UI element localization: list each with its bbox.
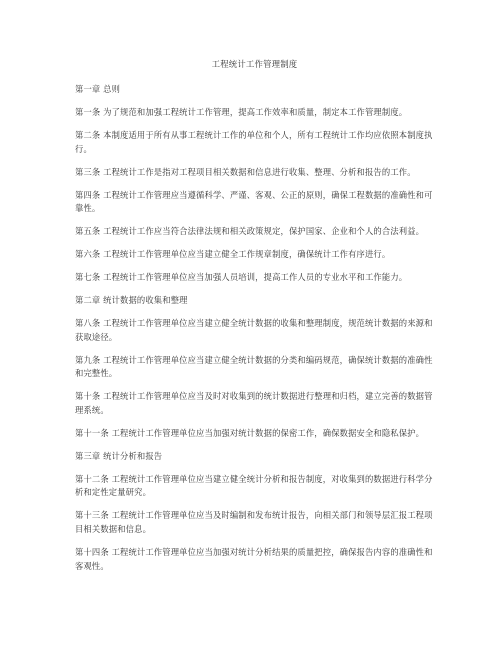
article-5: 第五条 工程统计工作应当符合法律法规和相关政策规定，保护国家、企业和个人的合法利益。 bbox=[75, 226, 425, 237]
article-13: 第十三条 工程统计工作管理单位应当及时编制和发布统计报告，向相关部门和领导层汇报工程项目相关数据和信息。 bbox=[75, 510, 433, 534]
article-3: 第三条 工程统计工作是指对工程项目相关数据和信息进行收集、整理、分析和报告的工作。 bbox=[75, 166, 416, 177]
article-4: 第四条 工程统计工作管理应当遵循科学、严谨、客观、公正的原则，确保工程数据的准确性和可靠性。 bbox=[75, 189, 433, 214]
article-10: 第十条 工程统计工作管理单位应当及时对收集到的统计数据进行整理和归档，建立完善的数据管理系统。 bbox=[75, 391, 433, 415]
document-title: 工程统计工作管理制度 bbox=[211, 59, 298, 69]
article-8: 第八条 工程统计工作管理单位应当建立健全统计数据的收集和整理制度，规范统计数据的来源和获取途径。 bbox=[75, 318, 433, 342]
chapter-3-heading: 第三章 统计分析和报告 bbox=[75, 450, 163, 461]
article-11: 第十一条 工程统计工作管理单位应当加强对统计数据的保密工作，确保数据安全和隐私保护。 bbox=[75, 427, 425, 438]
article-12: 第十二条 工程统计工作管理单位应当建立健全统计分析和报告制度，对收集到的数据进行科学分析和定性定量研究。 bbox=[75, 473, 433, 498]
article-9: 第九条 工程统计工作管理单位应当建立健全统计数据的分类和编码规范，确保统计数据的准确性和完整性。 bbox=[75, 354, 433, 379]
article-1: 第一条 为了规范和加强工程统计工作管理，提高工作效率和质量，制定本工作管理制度。 bbox=[75, 106, 408, 117]
article-2: 第二条 本制度适用于所有从事工程统计工作的单位和个人，所有工程统计工作均应依照本制度执行。 bbox=[75, 129, 433, 154]
chapter-1-heading: 第一章 总则 bbox=[75, 84, 121, 94]
article-7: 第七条 工程统计工作管理单位应当加强人员培训，提高工作人员的专业水平和工作能力。 bbox=[75, 272, 408, 283]
article-6: 第六条 工程统计工作管理单位应当建立健全工作规章制度，确保统计工作有序进行。 bbox=[75, 249, 391, 260]
article-14: 第十四条 工程统计工作管理单位应当加强对统计分析结果的质量把控，确保报告内容的准确性和客观性。 bbox=[75, 546, 433, 571]
chapter-2-heading: 第二章 统计数据的收集和整理 bbox=[75, 295, 188, 306]
